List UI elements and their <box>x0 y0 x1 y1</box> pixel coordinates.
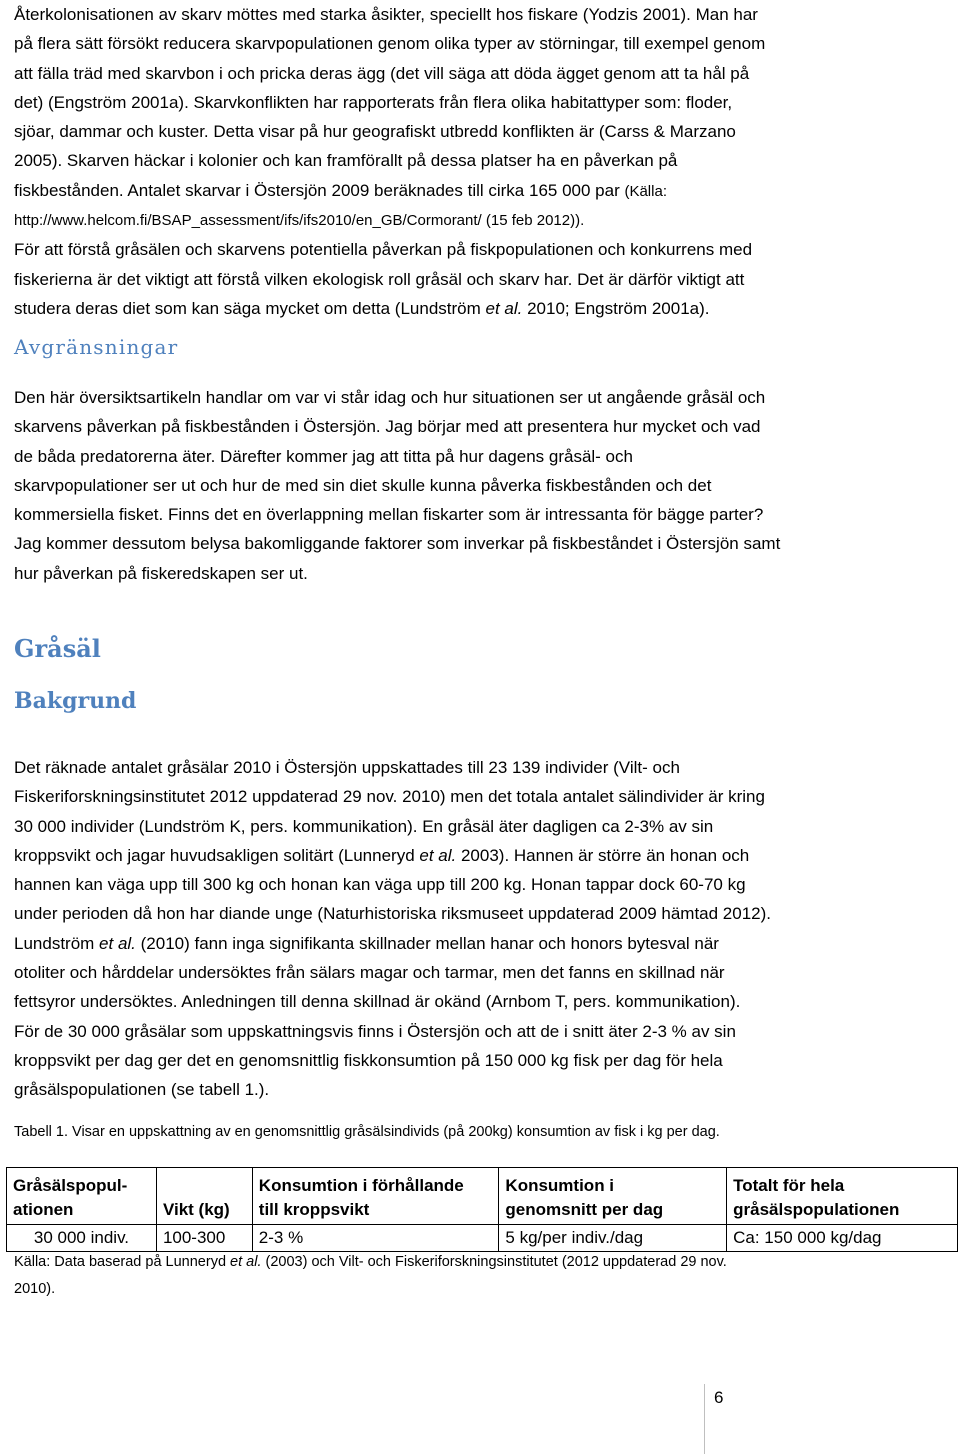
table-header-cell: Konsumtion i förhållande till kroppsvikt <box>252 1168 499 1225</box>
table-source <box>14 1249 914 1303</box>
page-number: 6 <box>714 1388 724 1407</box>
table-cell: 2-3 % <box>252 1225 499 1252</box>
text-line <box>14 841 924 870</box>
intro-paragraph <box>14 0 924 323</box>
text-line: hannen kan väga upp till 300 kg och honan kan väga upp till 200 kg. Honan tappar dock 60-70 kg <box>14 875 746 895</box>
table-caption: Tabell 1. Visar en uppskattning av en genomsnittlig gråsälsindivids (på 200kg) konsumtion av fisk i kg per dag. <box>14 1124 720 1140</box>
text-fragment: 2010). <box>14 1281 56 1297</box>
text-fragment: fiskbestånden. Antalet skarvar i Östersjön 2009 beräknades till cirka 165 000 par <box>14 180 625 200</box>
text-line <box>14 294 924 323</box>
text-line: 30 000 individer (Lundström K, pers. kommunikation). En gråsäl äter dagligen ca 2-3% av sin <box>14 816 714 836</box>
text-line: skarvpopulationer ser ut och hur de med sin diet skulle kunna påverka fiskbestånden och det <box>14 475 712 495</box>
text-fragment: Källa: Data baserad på Lunneryd <box>14 1254 231 1270</box>
text-fragment: (2010) fann inga signifikanta skillnader mellan hanar och honors bytesval när <box>135 933 719 953</box>
text-fragment: 2003). Hannen är större än honan och <box>456 845 750 865</box>
table-header-cell: Gråsälspopul- ationen <box>7 1168 157 1225</box>
text-line: 2005). Skarven häckar i kolonier och kan framförallt på dessa platser ha en påverkan på <box>14 151 678 171</box>
text-fragment: kroppsvikt och jagar huvudsakligen solitärt (Lunneryd <box>14 845 420 865</box>
text-fragment: 2010; Engström 2001a). <box>522 298 710 318</box>
text-line: sjöar, dammar och kuster. Detta visar på hur geografiskt utbredd konflikten är (Carss & Marzano <box>14 122 736 142</box>
table-row <box>7 1225 958 1252</box>
text-line <box>14 929 924 958</box>
text-fragment: Lundström <box>14 933 100 953</box>
table-cell: Ca: 150 000 kg/dag <box>727 1225 958 1252</box>
grasal-paragraph <box>14 753 924 1105</box>
text-line: på flera sätt försökt reducera skarvpopulationen genom olika typer av störningar, till exempel genom <box>14 34 766 54</box>
text-line <box>14 176 924 206</box>
text-line: kroppsvikt per dag ger det en genomsnittlig fiskkonsumtion på 150 000 kg fisk per dag för hela <box>14 1050 723 1070</box>
section-heading-avgransningar: Avgränsningar <box>14 335 179 359</box>
text-line: Det räknade antalet gråsälar 2010 i Östersjön uppskattades till 23 139 individer (Vilt- och <box>14 758 680 777</box>
consumption-table <box>6 1167 958 1252</box>
source-note: (Källa: <box>624 182 667 200</box>
italic-citation: et al. <box>99 933 136 953</box>
italic-citation: et al. <box>419 845 457 865</box>
text-fragment: studera deras diet som kan säga mycket om detta (Lundström <box>14 298 486 318</box>
text-line: Jag kommer dessutom belysa bakomliggande faktorer som inverkar på fiskbeståndet i Östersjön samt <box>14 534 781 554</box>
text-line: otoliter och hårddelar undersöktes från sälars magar och tarmar, men det fanns en skillnad när <box>14 963 725 983</box>
table-cell: 100-300 <box>156 1225 252 1252</box>
section-heading-grasal: Gråsäl <box>14 634 101 663</box>
text-line: Fiskeriforskningsinstitutet 2012 uppdaterad 29 nov. 2010) men det totala antalet sälindivider är kring <box>14 787 765 807</box>
text-line: Den här översiktsartikeln handlar om var vi står idag och hur situationen ser ut angående gråsäl och <box>14 388 766 407</box>
avgransningar-paragraph <box>14 383 924 588</box>
text-line: det) (Engström 2001a). Skarvkonflikten har rapporterats från flera olika habitattyper som: floder, <box>14 92 733 112</box>
text-line: hur påverkan på fiskeredskapen ser ut. <box>14 563 308 583</box>
italic-citation: et al. <box>230 1254 262 1270</box>
text-line: För de 30 000 gråsälar som uppskattningsvis finns i Östersjön och att de i snitt äter 2-3 % av sin <box>14 1021 736 1041</box>
table-header-cell: Vikt (kg) <box>156 1168 252 1225</box>
text-line: att fälla träd med skarvbon i och pricka deras ägg (det vill säga att döda ägget genom att ta hål på <box>14 63 750 83</box>
text-fragment: (2003) och Vilt- och Fiskeriforskningsinstitutet (2012 uppdaterad 29 nov. <box>261 1254 727 1270</box>
table-cell: 5 kg/per indiv./dag <box>499 1225 727 1252</box>
text-line: Återkolonisationen av skarv möttes med starka åsikter, speciellt hos fiskare (Yodzis 2001). Man har <box>14 5 758 24</box>
table-header-row <box>7 1168 958 1225</box>
table-cell: 30 000 indiv. <box>7 1225 157 1252</box>
text-line: de båda predatorerna äter. Därefter kommer jag att titta på hur dagens gråsäl- och <box>14 446 633 466</box>
table-header-cell: Totalt för hela gråsälspopulationen <box>727 1168 958 1225</box>
text-line: kommersiella fisket. Finns det en överlappning mellan fiskarter som är intressanta för bägge parter? <box>14 505 764 525</box>
subheading-bakgrund: Bakgrund <box>14 688 137 714</box>
text-line: gråsälspopulationen (se tabell 1.). <box>14 1080 270 1100</box>
text-line: skarvens påverkan på fiskbestånden i Östersjön. Jag börjar med att presentera hur mycket och vad <box>14 417 761 437</box>
italic-citation: et al. <box>485 298 523 318</box>
text-line: fiskerierna är det viktigt att förstå vilken ekologisk roll gråsäl och skarv har. Det är därför viktigt att <box>14 269 745 289</box>
source-url: http://www.helcom.fi/BSAP_assessment/ifs/ifs2010/en_GB/Cormorant/ (15 feb 2012)). <box>14 212 585 230</box>
text-line: fettsyror undersöktes. Anledningen till denna skillnad är okänd (Arnbom T, pers. kommunikation). <box>14 992 741 1012</box>
table-header-cell: Konsumtion i genomsnitt per dag <box>499 1168 727 1225</box>
text-line: För att förstå gråsälen och skarvens potentiella påverkan på fiskpopulationen och konkurrens med <box>14 240 753 260</box>
text-line: under perioden då hon har diande unge (Naturhistoriska riksmuseet uppdaterad 2009 hämtad 2012). <box>14 904 771 924</box>
page-number-divider <box>704 1384 745 1454</box>
